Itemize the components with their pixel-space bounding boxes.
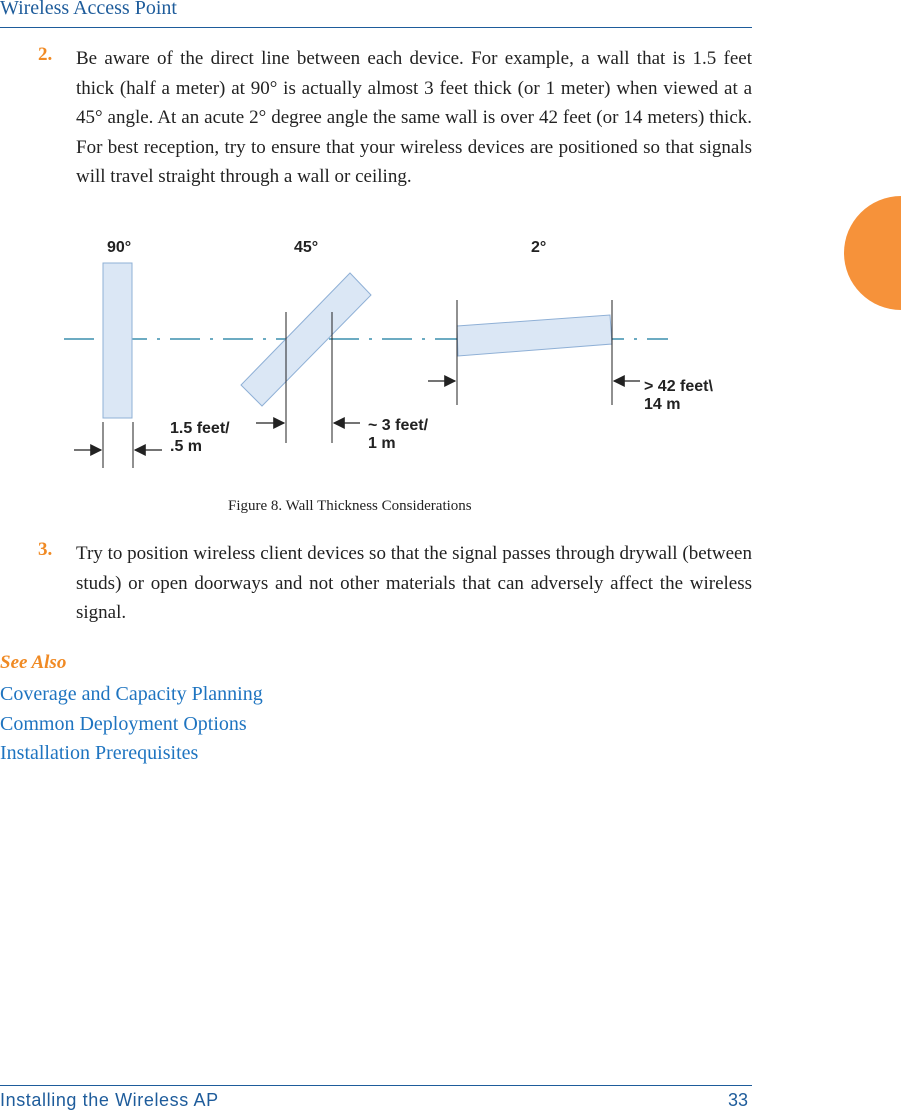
link-installation-prerequisites[interactable]: Installation Prerequisites: [0, 742, 199, 764]
list-item-text: Try to position wireless client devices so that the signal passes through drywall (between studs) or open doorways and not other materials that can adversely affect the wireless signal.: [76, 543, 752, 623]
measure-90-line2: .5 m: [170, 438, 203, 455]
list-item-2: [38, 44, 752, 192]
header-title: Wireless Access Point: [0, 0, 177, 19]
footer-section-title: Installing the Wireless AP: [0, 1090, 219, 1110]
header-rule: [0, 27, 752, 28]
measure-45-line1: ~ 3 feet/: [368, 417, 429, 434]
measure-90-line1: 1.5 feet/: [170, 420, 230, 437]
wall-thickness-figure: [0, 225, 760, 495]
measure-2-line2: 14 m: [644, 396, 681, 413]
footer-rule: [0, 1085, 752, 1086]
chapter-tab-marker: [844, 196, 901, 310]
list-item-number: 3.: [38, 539, 53, 560]
link-common-deployment-options[interactable]: Common Deployment Options: [0, 712, 247, 735]
see-also-heading: See Also: [0, 652, 67, 673]
angle-label-90: 90°: [107, 239, 132, 256]
figure-caption: Figure 8. Wall Thickness Considerations: [228, 498, 472, 514]
angle-label-45: 45°: [294, 239, 319, 256]
list-item-text: Be aware of the direct line between each device. For example, a wall that is 1.5 feet thick (half a meter) at 90° is actually almost 3 feet thick (or 1 meter) when viewed at a 45° angle. At an acute 2° degree angle the same wall is over 42 feet (or 14 meters) thick. For best reception, try to ensure that your wireless devices are positioned so that signals will travel straight through a wall or ceiling.: [76, 48, 752, 187]
page-number: 33: [727, 1090, 748, 1110]
wall-2: [457, 315, 612, 356]
wall-thickness-diagram: [0, 225, 760, 495]
wall-90: [103, 263, 132, 418]
link-coverage-capacity-planning[interactable]: Coverage and Capacity Planning: [0, 683, 263, 705]
measure-45-line2: 1 m: [368, 435, 396, 452]
see-also-links: [0, 680, 263, 769]
angle-label-2: 2°: [531, 239, 547, 256]
list-item-3: [38, 539, 752, 628]
measure-2-line1: > 42 feet\: [644, 378, 713, 395]
list-item-number: 2.: [38, 44, 53, 65]
